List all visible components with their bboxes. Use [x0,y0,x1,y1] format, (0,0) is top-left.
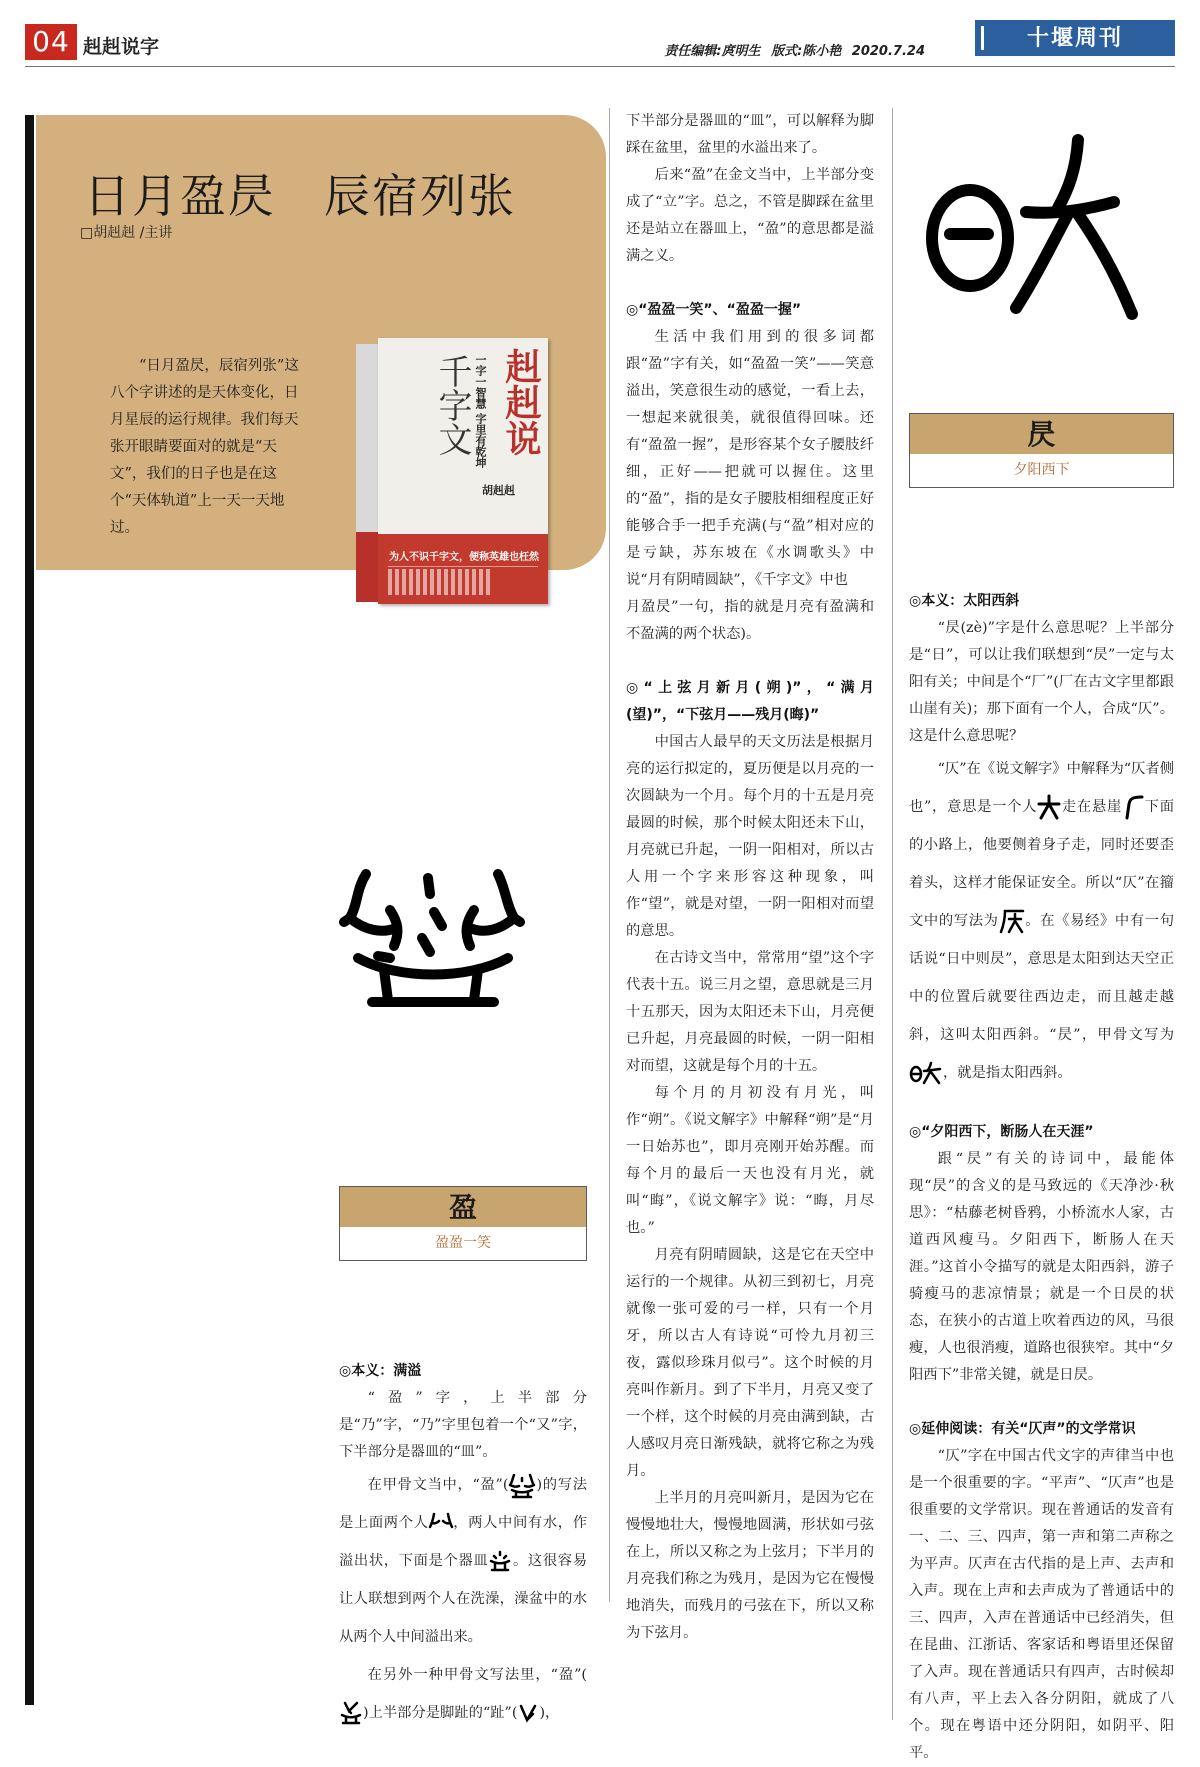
book-band [378,534,548,604]
oracle-ying-variant-icon [339,1701,363,1725]
article-column-1 [339,1358,587,1732]
page-number: 04 [25,24,77,60]
paragraph: 上半月的月亮叫新月，是因为它在慢慢地壮大，慢慢地圆满，形状如弓弦在上，所以又称之为上弦月；下半月的月亮我们称之为残月，是因为它在慢慢地消失，而残月的弓弦在下，所以又称为下弦月。 [626,1490,874,1641]
paragraph: 月亮有阴晴圆缺，这是它在天空中运行的一个规律。从初三到初七，月亮就像一张可爱的弓一样，只有一个月牙，所以古人有诗说“可怜九月初三夜，露似珍珠月似弓”。这个时候的月亮叫作新月。到了下半月，月亮又变了一个样，这个时候的月亮由满到缺，古人感叹月亮日渐残缺，就将它称之为残月。 [626,1247,874,1479]
book-spine [356,344,378,602]
book-title-2: 千字文 [432,354,472,456]
section-name: 赳赳说字 [83,36,160,58]
article-column-2 [626,108,874,1647]
oracle-ying-glyph [338,860,528,1010]
ze-oracle-small-icon [909,1061,943,1085]
subhead-xiyang: ◎“夕阳西下，断肠人在天涯” [909,1124,1094,1140]
book-slogan: 为人不识千字文，便称英雄也枉然 [389,552,539,563]
ze-seal-glyph-icon [999,908,1025,934]
book-author: 胡赳赳 [482,484,515,497]
paragraph: 跟“昃”有关的诗词中，最能体现“昃”的含义的是马致远的《天净沙·秋思》：“枯藤老树昏鸦，小桥流水人家，古道西风瘦马。夕阳西下，断肠人在天涯。”这首小令描写的就是太阳西斜，游子骑瘦马的悲凉情景；就是一个日昃的状态，在狭小的古道上吹着西边的风，马很瘦，人也很消瘦，道路也很狭窄。其中“夕阳西下”非常关键，就是日昃。 [909,1151,1174,1383]
column-divider [609,108,610,1602]
paragraph: 每个月的月初没有月光，叫作“朔”。《说文解字》中解释“朔”是“月一日始苏也”，即月亮刚开始苏醒。而每个月的最后一天也没有月光，就叫“晦”，《说文解字》说：“晦，月尽也。” [626,1085,874,1236]
subhead-yingying: ◎“盈盈一笑”、“盈盈一握” [626,302,802,318]
article-intro: “日月盈昃，辰宿列张”这八个字讲述的是天体变化，日月星辰的运行规律。我们每天张开眼睛要面对的就是“天文”，我们的日子也是在这个“天体轨道”上一天一天地过。 [110,358,299,536]
char-ying: 盈 [340,1187,586,1227]
paragraph: “盈”字，上半部分是“乃”字，“乃”字里包着一个“又”字，下半部分是器皿的“皿”。 [339,1390,587,1460]
person-glyph-icon [1037,794,1061,820]
toe-glyph-icon [517,1702,539,1724]
char-box-ying [339,1186,587,1261]
paragraph: 月盈昃”一句，指的就是月亮有盈满和不盈满的两个状态)。 [626,599,874,642]
book-band-text [388,566,538,596]
paragraph: 后来“盈”在金文当中，上半部分变成了“立”字。总之，不管是脚踩在盆里还是站立在器皿上，“盈”的意思都是溢满之义。 [626,167,874,264]
book-cover-image [356,338,548,604]
vessel-glyph-icon [488,1550,512,1572]
oracle-ze-glyph [918,130,1163,330]
subhead-benyi-ying: ◎本义：满溢 [339,1363,422,1379]
char-box-ze [909,413,1174,488]
paragraph: “仄”字在中国古代文字的声律当中也是一个很重要的字。“平声”、“仄声”也是很重要的文学常识。现在普通话的发音有一、二、三、四声，第一声和第二声称之为平声。仄声在古代指的是上声、去声和入声。现在上声和去声成为了普通话中的三、四声，入声在普通话中已经消失，但在昆曲、江浙话、客家话和粤语里还保留了入声。现在普通话只有四声，古时候却有八声，平上去入各分阴阳，就成了八个。现在粤语中还分阴阳，如阴平、阳平。 [909,1448,1174,1761]
paragraph: 在古诗文当中，常常用“望”这个字代表十五。说三月之望，意思就是三月十五那天，因为太阳还未下山，月亮便已升起，月亮最圆的时候，一阴一阳相对而望，这就是每个月的十五。 [626,950,874,1074]
masthead-logo: 十堰周刊 [975,20,1175,56]
article-column-3 [909,588,1174,1767]
cliff-glyph-icon [1122,794,1144,820]
subhead-moon-phases: ◎“上弦月新月(朔)”，“满月(望)”，“下弦月——残月(晦)” [626,680,874,723]
paragraph: 在另外一种甲骨文写法里，“盈”()上半部分是脚趾的“趾”( )， [339,1656,587,1732]
article-title: 日月盈昃 辰宿列张 [84,169,516,223]
oracle-ying-small-icon [508,1472,536,1498]
paragraph: 下半部分是器皿的“皿”，可以解释为脚踩在盆里，盆里的水溢出来了。 [626,113,874,156]
editor-credit: 责任编辑:庹明生 [664,44,761,59]
left-decorative-bar [25,115,34,1705]
book-subtitle: 一字一智慧 字里有乾坤 [474,354,487,468]
article-author: □胡赳赳 /主讲 [80,225,173,241]
char-ze-caption: 夕阳西下 [1013,462,1070,478]
paragraph: 生活中我们用到的很多词都跟“盈”字有关，如“盈盈一笑”——笑意溢出，笑意很生动的感觉，一看上去，一想起来就很美，就很值得回味。还有“盈盈一握”，是形容某个女子腰肢纤细，正好——把就可以握住。这里的“盈”，指的是女子腰肢相细程度正好能够合手一把手充满(与“盈”相对应的是亏缺，苏东坡在《水调歌头》中说“月有阴晴圆缺”，《千字文》中也 [626,329,874,588]
paragraph: 中国古人最早的天文历法是根据月亮的运行拟定的，夏历便是以月亮的一次圆缺为一个月。每个月的十五是月亮最圆的时候，那个时候太阳还未下山，月亮就已升起，一阴一阳相对，所以古人用一个字来形容这种现象，叫作“望”，就是对望，一阴一阳相对而望的意思。 [626,734,874,939]
column-divider [892,108,893,1720]
header-divider [25,66,1175,67]
char-ying-caption: 盈盈一笑 [435,1235,491,1251]
char-ze: 昃 [910,414,1173,454]
subhead-benyi-ze: ◎本义：太阳西斜 [909,593,1020,609]
layout-credit: 版式:陈小艳 [771,44,842,59]
subhead-zesheng: ◎延伸阅读：有关“仄声”的文学常识 [909,1421,1136,1437]
page-header [25,18,1175,68]
paragraph: 在甲骨文当中，“盈”( )的写法是上面两个人 ，两人中间有水，作溢出状，下面是个器皿 。这很容易让人联想到两个人在洗澡，澡盆中的水从两个人中间溢出来。 [339,1466,587,1656]
paragraph: “昃(zè)”字是什么意思呢？上半部分是“日”，可以让我们联想到“昃”一定与太阳有关；中间是个“厂”(厂在古文字里都跟山崖有关)；那下面有一个人，合成“仄”。这是什么意思呢？ [909,620,1174,744]
issue-date: 2020.7.24 [851,44,925,59]
book-title: 赳赳说 [500,348,542,456]
paragraph: “仄”在《说文解字》中解释为“仄者侧也”，意思是一个人 走在悬崖 下面的小路上，他要侧着身子走，同时还要歪着头，这样才能保证安全。所以“仄”在籀文中的写法为 。在《易经》中有一句话说“日中则昃”，意思是太阳到达天空正中的位置后就要往西边走，而且越走越斜，这叫太阳西斜。“昃”，甲骨文写为，就是指太阳西斜。 [909,750,1174,1092]
header-credits [658,40,925,59]
book-front [378,338,548,604]
two-people-glyph-icon [429,1511,453,1535]
